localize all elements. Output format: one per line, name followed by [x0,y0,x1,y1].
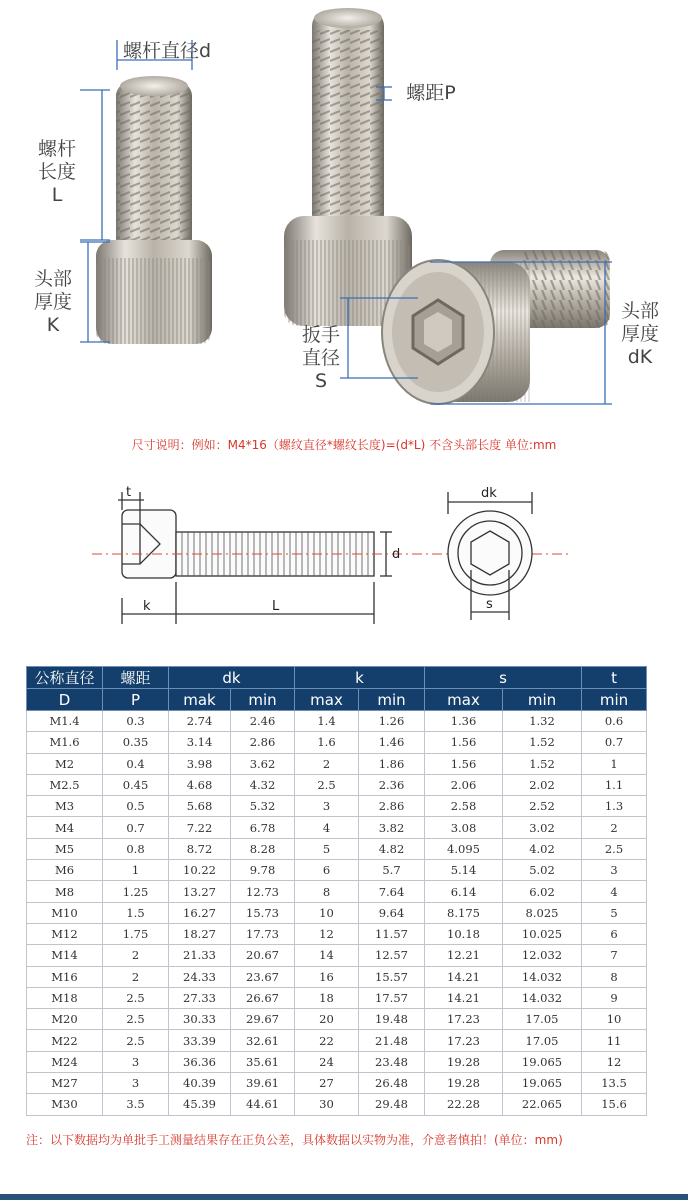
label-length-line3: L [51,184,63,206]
table-cell: M27 [27,1073,103,1094]
drawing-label-d: d [392,547,401,562]
table-cell: 5.32 [231,796,295,817]
table-cell: 19.48 [359,1009,425,1030]
disclaimer-note: 注：以下数据均为单批手工测量结果存在正负公差，具体数据以实物为准，介意者慎拍！(单位：mm) [26,1133,563,1147]
table-cell: 2 [582,817,647,838]
table-cell: 45.39 [169,1094,231,1115]
table-cell: 4 [295,817,359,838]
label-head-dk [610,300,670,369]
table-cell: 11.57 [359,923,425,944]
table-cell: 16.27 [169,902,231,923]
table-cell: M6 [27,860,103,881]
label-dk-line1: 头部 [620,300,659,322]
table-header [27,667,647,711]
table-cell: 0.35 [103,732,169,753]
table-cell: 8 [582,966,647,987]
label-k-line3: K [46,314,60,336]
label-head-thickness-k [28,268,78,337]
table-cell: 1.6 [295,732,359,753]
table-cell: M1.6 [27,732,103,753]
table-cell: 19.28 [425,1073,503,1094]
table-row [27,902,647,923]
table-cell: 30.33 [169,1009,231,1030]
label-length-line1: 螺杆 [37,138,76,160]
table-cell: 16 [295,966,359,987]
table-cell: 3 [582,860,647,881]
label-length [32,138,82,207]
table-cell: 12.73 [231,881,295,902]
table-cell: 1.1 [582,774,647,795]
table-cell: M22 [27,1030,103,1051]
spec-table [26,666,647,1116]
table-row [27,945,647,966]
table-cell: 18.27 [169,923,231,944]
table-cell: 3.98 [169,753,231,774]
table-cell: M10 [27,902,103,923]
table-cell: 19.28 [425,1051,503,1072]
table-cell: 4.82 [359,838,425,859]
table-cell: 5.68 [169,796,231,817]
table-cell: M2 [27,753,103,774]
table-row [27,838,647,859]
table-cell: 8.72 [169,838,231,859]
drawing-label-dk: dk [481,486,497,501]
table-cell: M24 [27,1051,103,1072]
table-cell: 2.58 [425,796,503,817]
table-cell: 12 [295,923,359,944]
table-cell: 7.22 [169,817,231,838]
table-row [27,1094,647,1115]
screw-drawing-svg [0,470,688,640]
table-cell: 0.45 [103,774,169,795]
table-cell: 27 [295,1073,359,1094]
table-cell: 0.8 [103,838,169,859]
drawing-label-L: L [272,599,280,614]
bottom-bar [0,1194,688,1200]
drawing-label-t: t [126,485,132,500]
table-cell: 2.36 [359,774,425,795]
table-cell: 22.065 [503,1094,582,1115]
table-cell: 0.7 [103,817,169,838]
label-k-line1: 头部 [33,268,72,290]
table-cell: 3.5 [103,1094,169,1115]
table-cell: 1.5 [103,902,169,923]
table-cell: M20 [27,1009,103,1030]
table-cell: 9.78 [231,860,295,881]
table-row [27,753,647,774]
header-pitch: 螺距 [103,667,169,689]
table-cell: 29.67 [231,1009,295,1030]
table-cell: 19.065 [503,1073,582,1094]
table-cell: 10.18 [425,923,503,944]
table-cell: 0.5 [103,796,169,817]
table-cell: 1.36 [425,711,503,732]
table-cell: 1.32 [503,711,582,732]
label-s-line2: 直径 [301,347,340,369]
table-cell: 2 [103,966,169,987]
table-cell: 33.39 [169,1030,231,1051]
table-cell: 5 [295,838,359,859]
table-cell: 14.21 [425,966,503,987]
table-cell: 12.57 [359,945,425,966]
technical-drawing [0,470,688,640]
table-row [27,1073,647,1094]
dimension-caption: 尺寸说明：例如：M4*16（螺纹直径*螺纹长度)=(d*L) 不含头部长度 单位:mm [131,438,557,452]
table-cell: 35.61 [231,1051,295,1072]
table-cell: M14 [27,945,103,966]
screw-lying-image [382,250,610,404]
header-pitch-sub: P [103,689,169,711]
table-cell: M4 [27,817,103,838]
table-cell: 3 [103,1073,169,1094]
table-cell: 10.22 [169,860,231,881]
table-cell: 3.62 [231,753,295,774]
table-cell: 0.7 [582,732,647,753]
label-screw-diameter: 螺杆直径d [122,40,212,62]
table-cell: 7.64 [359,881,425,902]
table-cell: 6 [295,860,359,881]
table-cell: 2.5 [582,838,647,859]
table-cell: M5 [27,838,103,859]
table-cell: 14.032 [503,966,582,987]
table-cell: 5.02 [503,860,582,881]
table-cell: 11 [582,1030,647,1051]
label-wrench-size [296,324,346,393]
table-cell: 15.6 [582,1094,647,1115]
table-cell: 23.67 [231,966,295,987]
table-cell: 4 [582,881,647,902]
header-s-min: min [503,689,582,711]
side-view [118,492,392,624]
table-row [27,732,647,753]
table-cell: M30 [27,1094,103,1115]
table-cell: 2.86 [359,796,425,817]
table-cell: 1.4 [295,711,359,732]
table-cell: 23.48 [359,1051,425,1072]
header-nominal: 公称直径 [27,667,103,689]
table-cell: 12 [582,1051,647,1072]
table-cell: 2.74 [169,711,231,732]
header-dk: dk [169,667,295,689]
label-s-line1: 扳手 [301,324,340,346]
table-cell: 1.56 [425,753,503,774]
table-cell: 14 [295,945,359,966]
table-cell: 2 [295,753,359,774]
table-cell: 26.48 [359,1073,425,1094]
label-s-line3: S [314,370,328,392]
table-cell: 1.46 [359,732,425,753]
table-cell: 29.48 [359,1094,425,1115]
header-k: k [295,667,425,689]
table-cell: 5.14 [425,860,503,881]
table-cell: 2.02 [503,774,582,795]
table-cell: 12.032 [503,945,582,966]
table-row [27,1051,647,1072]
table-cell: M12 [27,923,103,944]
table-cell: 39.61 [231,1073,295,1094]
table-cell: M18 [27,987,103,1008]
table-cell: 3.08 [425,817,503,838]
table-cell: 8.025 [503,902,582,923]
table-row [27,774,647,795]
table-cell: 17.73 [231,923,295,944]
product-photo [0,0,688,430]
table-cell: 2.5 [295,774,359,795]
table-cell: 17.23 [425,1030,503,1051]
table-cell: 22.28 [425,1094,503,1115]
table-cell: 2.5 [103,1009,169,1030]
table-cell: 17.05 [503,1009,582,1030]
table-cell: 13.27 [169,881,231,902]
table-cell: 1 [103,860,169,881]
table-cell: 9.64 [359,902,425,923]
table-cell: 14.21 [425,987,503,1008]
table-cell: 20.67 [231,945,295,966]
table-cell: 8 [295,881,359,902]
table-cell: 10 [295,902,359,923]
screw-middle-image [284,8,412,326]
table-cell: 2 [103,945,169,966]
table-cell: 4.095 [425,838,503,859]
table-cell: 2.46 [231,711,295,732]
table-cell: 5 [582,902,647,923]
table-cell: 1.26 [359,711,425,732]
table-cell: 8.28 [231,838,295,859]
header-t-min: min [582,689,647,711]
header-s-max: max [425,689,503,711]
table-cell: 2.5 [103,987,169,1008]
table-row [27,711,647,732]
table-cell: 4.32 [231,774,295,795]
table-cell: 5.7 [359,860,425,881]
screw-left-image [96,76,212,344]
table-cell: M16 [27,966,103,987]
table-cell: 15.57 [359,966,425,987]
table-cell: 32.61 [231,1030,295,1051]
table-cell: 3.14 [169,732,231,753]
table-cell: 2.52 [503,796,582,817]
table-row [27,966,647,987]
table-cell: 0.4 [103,753,169,774]
table-cell: 1 [582,753,647,774]
table-cell: M8 [27,881,103,902]
table-cell: 0.3 [103,711,169,732]
label-length-line2: 长度 [37,161,76,183]
table-cell: 15.73 [231,902,295,923]
table-cell: 40.39 [169,1073,231,1094]
table-cell: 30 [295,1094,359,1115]
table-row [27,817,647,838]
table-cell: 6 [582,923,647,944]
table-cell: 36.36 [169,1051,231,1072]
table-cell: 44.61 [231,1094,295,1115]
header-dk-min: min [231,689,295,711]
table-body [27,711,647,1116]
header-t: t [582,667,647,689]
table-cell: 26.67 [231,987,295,1008]
table-cell: 24.33 [169,966,231,987]
table-cell: 6.14 [425,881,503,902]
table-cell: M3 [27,796,103,817]
table-cell: 24 [295,1051,359,1072]
table-cell: 12.21 [425,945,503,966]
table-cell: 17.05 [503,1030,582,1051]
table-cell: 3.82 [359,817,425,838]
table-cell: M1.4 [27,711,103,732]
table-cell: 2.86 [231,732,295,753]
table-row [27,881,647,902]
table-cell: 10 [582,1009,647,1030]
table-row [27,796,647,817]
header-k-min: min [359,689,425,711]
table-cell: 1.56 [425,732,503,753]
table-cell: 9 [582,987,647,1008]
table-cell: M2.5 [27,774,103,795]
table-cell: 10.025 [503,923,582,944]
table-cell: 6.02 [503,881,582,902]
table-cell: 8.175 [425,902,503,923]
table-cell: 6.78 [231,817,295,838]
table-cell: 21.48 [359,1030,425,1051]
table-cell: 13.5 [582,1073,647,1094]
table-cell: 1.52 [503,732,582,753]
table-cell: 14.032 [503,987,582,1008]
table-row [27,923,647,944]
table-cell: 17.57 [359,987,425,1008]
table-cell: 3.02 [503,817,582,838]
header-dk-max: mak [169,689,231,711]
table-cell: 1.86 [359,753,425,774]
table-cell: 4.02 [503,838,582,859]
table-cell: 2.5 [103,1030,169,1051]
table-row [27,1030,647,1051]
table-row [27,860,647,881]
table-cell: 17.23 [425,1009,503,1030]
label-pitch: 螺距P [406,82,456,104]
table-cell: 2.06 [425,774,503,795]
table-cell: 21.33 [169,945,231,966]
header-k-max: max [295,689,359,711]
table-cell: 3 [295,796,359,817]
table-row [27,987,647,1008]
table-row [27,1009,647,1030]
table-cell: 1.3 [582,796,647,817]
table-cell: 7 [582,945,647,966]
drawing-label-s: s [486,597,493,612]
header-nominal-sub: D [27,689,103,711]
label-k-line2: 厚度 [33,291,72,313]
table-cell: 18 [295,987,359,1008]
table-cell: 20 [295,1009,359,1030]
table-cell: 27.33 [169,987,231,1008]
label-dk-line3: dK [627,346,653,368]
label-dk-line2: 厚度 [620,323,659,345]
table-cell: 0.6 [582,711,647,732]
table-cell: 4.68 [169,774,231,795]
drawing-label-k: k [143,599,151,614]
table-cell: 1.52 [503,753,582,774]
table-cell: 19.065 [503,1051,582,1072]
table-cell: 1.25 [103,881,169,902]
table-cell: 3 [103,1051,169,1072]
table-cell: 1.75 [103,923,169,944]
table-cell: 22 [295,1030,359,1051]
header-s: s [425,667,582,689]
